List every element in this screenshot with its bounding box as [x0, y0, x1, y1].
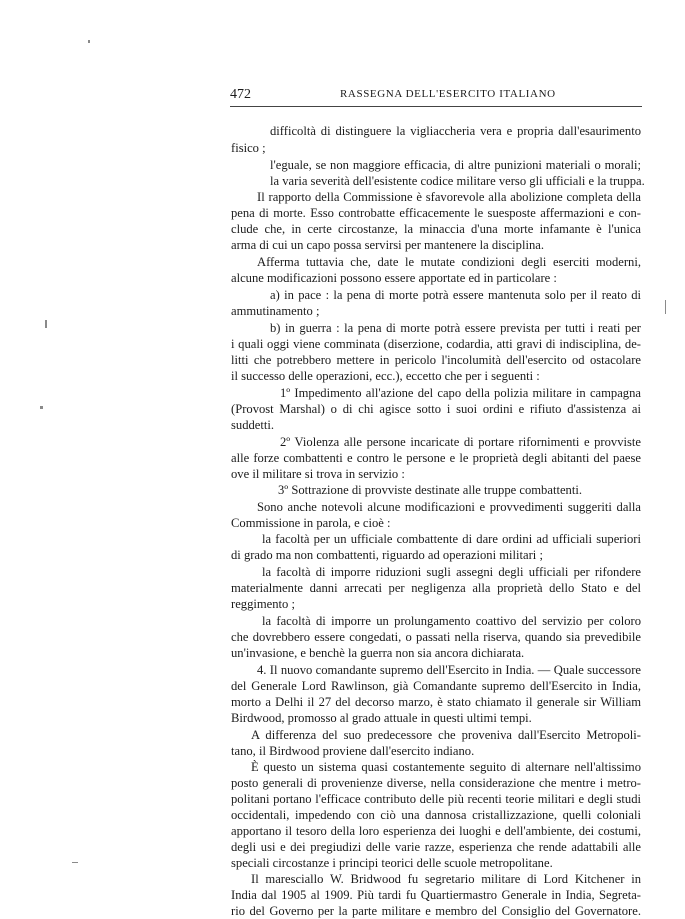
scan-speck — [72, 862, 78, 863]
text-line: la varia severità dell'esistente codice militare verso gli ufficiali e la truppa. — [270, 174, 645, 188]
text-line: suddetti. — [231, 418, 275, 432]
text-line: che dovrebbero essere congedati, o passati nella riserva, quando sia prevedibile — [231, 630, 641, 644]
text-line: India dal 1905 al 1909. Più tardi fu Quartiermastro Generale in India, Segreta- — [231, 888, 641, 902]
text-line: difficoltà di distinguere la vigliaccheria vera e propria dall'esaurimento — [270, 124, 641, 138]
text-line: degli usi e dei pregiudizi delle varie razze, esperienza che rende adattabili alle — [231, 840, 641, 854]
scan-speck — [45, 320, 47, 328]
scan-speck — [88, 40, 90, 43]
text-line: occidentali, impedendo con ciò una dannosa cristallizzazione, quelli coloniali — [231, 808, 641, 822]
page-number: 472 — [230, 87, 251, 102]
text-line: tano, il Birdwood proviene dall'esercito indiano. — [231, 744, 475, 758]
text-line: arma di cui un capo possa servirsi per mantenere la disciplina. — [231, 238, 544, 252]
text-line: È questo un sistema quasi costantemente seguito di alternare nell'altissimo — [251, 760, 641, 774]
text-line: A differenza del suo predecessore che proveniva dall'Esercito Metropoli- — [251, 728, 641, 742]
text-line: rio del Governo per la parte militare e membro del Consiglio del Governatore. — [231, 904, 641, 918]
text-line: Il maresciallo W. Bridwood fu segretario militare di Lord Kitchener in — [251, 872, 641, 886]
text-line: politani portano l'efficace contributo delle più recenti teorie militari e degli studi — [231, 792, 641, 806]
text-line: apportano il tesoro della loro esperienza dei luoghi e dell'ambiente, dei costumi, — [231, 824, 641, 838]
text-line: litti che potrebbero mettere in pericolo l'incolumità dell'esercito od ostacolare — [231, 353, 641, 367]
running-header — [230, 87, 642, 103]
text-line: 4. Il nuovo comandante supremo dell'Esercito in India. — Quale successore — [257, 663, 641, 677]
text-line: Afferma tuttavia che, date le mutate condizioni degli eserciti moderni, — [257, 255, 641, 269]
text-line: del Generale Lord Rawlinson, già Comandante supremo dell'Esercito in India, — [231, 679, 641, 693]
text-line: Il rapporto della Commissione è sfavorevole alla abolizione completa della — [257, 190, 641, 204]
text-line: i quali oggi viene comminata (diserzione, codardia, atti gravi di indisciplina, de- — [231, 337, 641, 351]
text-line: posto generali di provenienze diverse, nella considerazione che mentre i metro- — [231, 776, 641, 790]
text-line: 2º Violenza alle persone incaricate di portare rifornimenti e provviste — [280, 435, 641, 449]
text-line: il successo delle operazioni, ecc.), eccetto che per i seguenti : — [231, 369, 540, 383]
text-line: a) in pace : la pena di morte potrà essere mantenuta solo per il reato di — [270, 288, 641, 302]
text-line: ammutinamento ; — [231, 304, 320, 318]
text-line: alcune modificazioni possono essere apportate ed in particolare : — [231, 271, 557, 285]
text-line: reggimento ; — [231, 597, 296, 611]
text-line: clude che, in certe circostanze, la minaccia d'una morte infamante è l'unica — [231, 222, 641, 236]
text-line: un'invasione, e benchè la guerra non sia ancora dichiarata. — [231, 646, 525, 660]
text-line: l'eguale, se non maggiore efficacia, di altre punizioni materiali o morali; — [270, 158, 641, 172]
text-line: la facoltà per un ufficiale combattente di dare ordini ad ufficiali superiori — [262, 532, 641, 546]
text-line: 1º Impedimento all'azione del capo della polizia militare in campagna — [280, 386, 641, 400]
text-line: la facoltà di imporre riduzioni sugli assegni degli ufficiali per rifondere — [262, 565, 641, 579]
text-line: Commissione in parola, e cioè : — [231, 516, 391, 530]
text-line: di grado ma non combattenti, riguardo ad operazioni militari ; — [231, 548, 543, 562]
text-line: morto a Delhi il 27 del decorso marzo, è stato chiamato il generale sir William — [231, 695, 641, 709]
text-line: ove il militare si trova in servizio : — [231, 467, 405, 481]
header-rule — [230, 106, 642, 107]
scan-speck — [40, 406, 43, 409]
text-line: 3º Sottrazione di provviste destinate alle truppe combattenti. — [278, 483, 582, 497]
text-line: la facoltà di imporre un prolungamento coattivo del servizio per coloro — [262, 614, 641, 628]
text-line: materialmente danni arrecati per negligenza alla proprietà dello Stato e del — [231, 581, 641, 595]
running-title: RASSEGNA DELL'ESERCITO ITALIANO — [340, 88, 556, 100]
text-line: Sono anche notevoli alcune modificazioni e provvedimenti suggeriti dalla — [257, 500, 641, 514]
text-line: alle forze combattenti e contro le persone e le proprietà degli abitanti del paese — [231, 451, 641, 465]
text-line: fisico ; — [231, 141, 266, 155]
text-line: (Provost Marshal) o di chi agisce sotto i suoi ordini e rifiuto d'assistenza ai — [231, 402, 641, 416]
text-line: Birdwood, promosso al grado attuale in questi ultimi tempi. — [231, 711, 532, 725]
text-line: speciali circostanze i principi teorici delle scuole metropolitane. — [231, 856, 553, 870]
text-line: b) in guerra : la pena di morte potrà essere prevista per tutti i reati per — [270, 321, 641, 335]
text-line: pena di morte. Esso controbatte efficacemente le suesposte affermazioni e con- — [231, 206, 641, 220]
scan-speck — [665, 300, 666, 314]
